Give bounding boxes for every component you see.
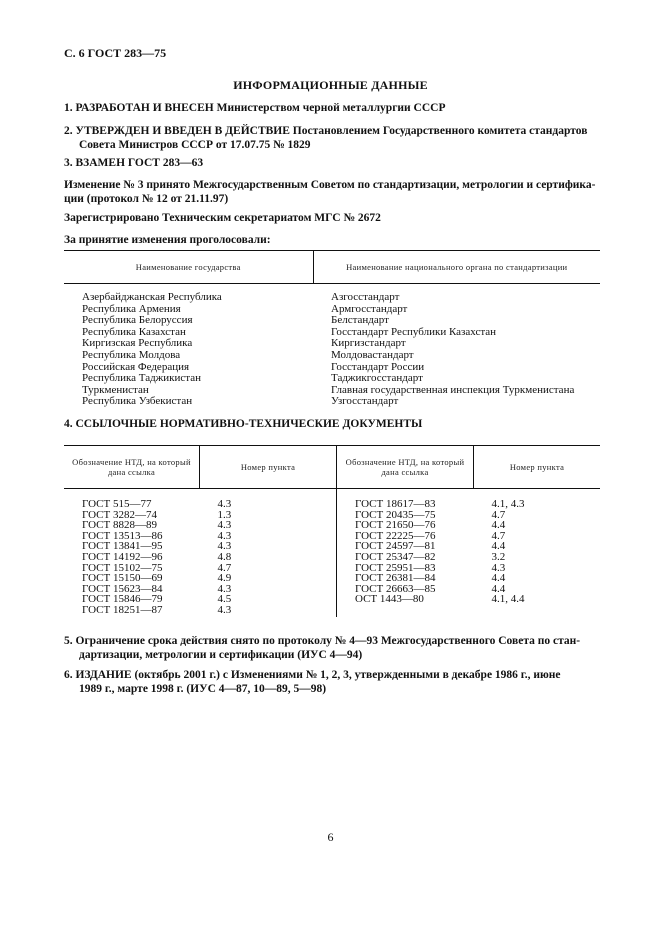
standards-body-name: Киргизстандарт	[331, 337, 406, 350]
state-name: Республика Армения	[82, 302, 181, 315]
standards-body-name: Госстандарт России	[331, 360, 425, 373]
references-table	[64, 445, 600, 617]
section-title: ИНФОРМАЦИОННЫЕ ДАННЫЕ	[233, 78, 428, 92]
states-col-body: Наименование национального органа по стандартизации	[313, 251, 600, 284]
state-name: Республика Молдова	[82, 348, 181, 361]
item-5: 5. Ограничение срока действия снято по протоколу № 4—93 Межгосударственного Совета по стан- дартизации, метрологии и сертификации (ИУС 4—94)	[64, 635, 581, 661]
state-name: Республика Узбекистан	[82, 395, 193, 408]
ref-doc: ГОСТ 13841—95	[82, 540, 163, 553]
state-name: Республика Таджикистан	[82, 372, 201, 385]
ref-clause: 4.1, 4.3	[491, 498, 525, 510]
references-table-body	[64, 489, 600, 617]
ref-clause: 4.7	[217, 561, 232, 574]
states-table-header	[64, 251, 600, 284]
references-table-header	[64, 446, 600, 489]
states-table	[64, 250, 600, 409]
state-name: Туркменистан	[82, 383, 149, 396]
ref-clause: 4.4	[491, 540, 506, 553]
ref-col-doc-right: Обозначение НТД, на который дана ссылка	[337, 446, 474, 489]
ref-col-clause-right: Номер пункта	[474, 446, 601, 489]
ref-left-docs	[64, 489, 200, 617]
item-3: 3. ВЗАМЕН ГОСТ 283—63	[64, 157, 204, 169]
ref-doc: ГОСТ 15623—84	[82, 582, 163, 595]
item-2: 2. УТВЕРЖДЕН И ВВЕДЕН В ДЕЙСТВИЕ Постановлением Государственного комитета стандартов Совета Министров СССР от 17.07.75 № 1829	[64, 125, 588, 151]
ref-doc: ГОСТ 15150—69	[82, 572, 163, 585]
state-name: Азербайджанская Республика	[82, 291, 222, 303]
ref-clause: 4.4	[491, 582, 506, 595]
states-bodies-column	[313, 284, 600, 409]
ref-doc: ГОСТ 22225—76	[355, 529, 436, 542]
ref-doc: ГОСТ 20435—75	[355, 508, 436, 521]
item-1: 1. РАЗРАБОТАН И ВНЕСЕН Министерством черной металлургии СССР	[64, 102, 446, 114]
ref-clause: 3.2	[491, 550, 506, 563]
ref-doc: ГОСТ 3282—74	[82, 508, 157, 521]
ref-clause: 4.3	[491, 561, 506, 574]
item-6: 6. ИЗДАНИЕ (октябрь 2001 г.) с Изменениями № 1, 2, 3, утвержденными в декабре 1986 г., июне 1989 г., марте 1998 г. (ИУС 4—87, 10—89, 5—98)	[64, 669, 561, 695]
ref-clause: 4.4	[491, 519, 506, 532]
states-table-body	[64, 284, 600, 409]
standards-body-name: Азгосстандарт	[331, 291, 400, 303]
ref-col-doc-left: Обозначение НТД, на который дана ссылка	[64, 446, 200, 489]
ref-doc: ГОСТ 515—77	[82, 498, 152, 510]
voted-note: За принятие изменения проголосовали:	[64, 234, 271, 246]
ref-doc: ГОСТ 18251—87	[82, 603, 163, 616]
standards-body-name: Молдовастандарт	[331, 348, 414, 361]
states-names-column	[64, 284, 313, 409]
standards-body-name: Армгосстандарт	[331, 302, 408, 315]
ref-doc: ГОСТ 26381—84	[355, 572, 436, 585]
ref-clause: 4.3	[217, 603, 232, 616]
ref-doc: ГОСТ 18617—83	[355, 498, 436, 510]
ref-doc: ГОСТ 15102—75	[82, 561, 163, 574]
ref-doc: ГОСТ 26663—85	[355, 582, 436, 595]
item-4: 4. ССЫЛОЧНЫЕ НОРМАТИВНО-ТЕХНИЧЕСКИЕ ДОКУМЕНТЫ	[64, 418, 423, 430]
change-note: Изменение № 3 принято Межгосударственным Советом по стандартизации, метрологии и сертифика- ции (протокол № 12 от 21.11.97)	[64, 179, 596, 205]
ref-doc: ГОСТ 14192—96	[82, 550, 163, 563]
standards-body-name: Госстандарт Республики Казахстан	[331, 325, 497, 338]
standards-body-name: Белстандарт	[331, 314, 389, 327]
ref-clause: 4.8	[217, 550, 232, 563]
ref-clause: 1.3	[217, 508, 232, 521]
ref-clause: 4.7	[491, 529, 506, 542]
ref-clause: 4.3	[217, 498, 232, 510]
ref-doc: ГОСТ 13513—86	[82, 529, 163, 542]
standards-body-name: Таджикгосстандарт	[331, 372, 423, 385]
state-name: Российская Федерация	[82, 360, 190, 373]
ref-doc: ГОСТ 8828—89	[82, 519, 157, 532]
ref-clause: 4.3	[217, 519, 232, 532]
ref-right-clauses	[474, 489, 601, 617]
ref-clause: 4.5	[217, 593, 232, 606]
ref-right-docs	[337, 489, 474, 617]
ref-col-clause-left: Номер пункта	[200, 446, 337, 489]
standards-body-name: Узгосстандарт	[331, 395, 399, 408]
state-name: Республика Казахстан	[82, 325, 186, 338]
ref-doc: ГОСТ 25347—82	[355, 550, 436, 563]
ref-doc: ГОСТ 15846—79	[82, 593, 163, 606]
state-name: Республика Белоруссия	[82, 314, 193, 327]
page-header: С. 6 ГОСТ 283—75	[64, 46, 167, 60]
ref-doc: ГОСТ 24597—81	[355, 540, 436, 553]
ref-left-clauses	[200, 489, 337, 617]
ref-doc: ОСТ 1443—80	[355, 593, 424, 606]
ref-clause: 4.3	[217, 540, 232, 553]
page-number: 6	[327, 830, 334, 844]
states-col-state: Наименование государства	[64, 251, 313, 284]
standards-body-name: Главная государственная инспекция Туркменистана	[331, 383, 575, 396]
ref-clause: 4.7	[491, 508, 506, 521]
ref-clause: 4.4	[491, 572, 506, 585]
ref-doc: ГОСТ 21650—76	[355, 519, 436, 532]
registered-note: Зарегистрировано Техническим секретариатом МГС № 2672	[64, 212, 381, 224]
ref-clause: 4.3	[217, 582, 232, 595]
ref-doc: ГОСТ 25951—83	[355, 561, 436, 574]
ref-clause: 4.1, 4.4	[491, 593, 525, 606]
state-name: Киргизская Республика	[82, 337, 193, 350]
ref-clause: 4.3	[217, 529, 232, 542]
ref-clause: 4.9	[217, 572, 232, 585]
